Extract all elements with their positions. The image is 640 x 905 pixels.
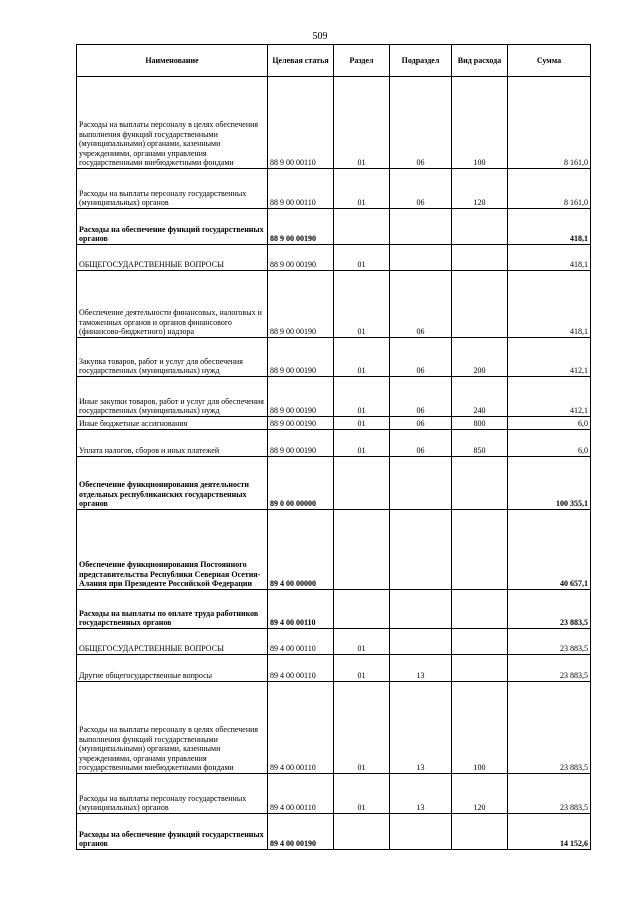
row-name: Закупка товаров, работ и услуг для обеспечения государственных (муниципальных) нужд bbox=[77, 338, 268, 377]
row-target-article: 88 9 00 00190 bbox=[268, 209, 334, 245]
row-name: Расходы на выплаты персоналу в целях обеспечения выполнения функций государственными (муниципальными) органами, казенными учреждениями, органами управления государственными внебюджетными фондами bbox=[77, 682, 268, 774]
row-name: Расходы на выплаты персоналу в целях обеспечения выполнения функций государственными (муниципальными) органами, казенными учреждениями, органами управления государственными внебюджетными фондами bbox=[77, 77, 268, 169]
row-name: Обеспечение деятельности финансовых, налоговых и таможенных органов и органов финансового (финансово-бюджетного) надзора bbox=[77, 271, 268, 338]
col-header-target-article: Целевая статья bbox=[268, 45, 334, 77]
row-subsection bbox=[390, 457, 452, 510]
row-subsection bbox=[390, 245, 452, 271]
col-header-amount: Сумма bbox=[508, 45, 591, 77]
table-row bbox=[77, 377, 591, 417]
row-section: 01 bbox=[334, 682, 390, 774]
row-expense-type: 800 bbox=[452, 417, 508, 430]
row-section: 01 bbox=[334, 377, 390, 417]
row-amount: 23 883,5 bbox=[508, 590, 591, 629]
row-amount: 412,1 bbox=[508, 338, 591, 377]
row-subsection: 13 bbox=[390, 655, 452, 682]
row-subsection: 13 bbox=[390, 682, 452, 774]
row-name: ОБЩЕГОСУДАРСТВЕННЫЕ ВОПРОСЫ bbox=[77, 245, 268, 271]
row-amount: 6,0 bbox=[508, 417, 591, 430]
row-subsection: 06 bbox=[390, 430, 452, 457]
row-expense-type: 100 bbox=[452, 682, 508, 774]
row-target-article: 88 9 00 00110 bbox=[268, 77, 334, 169]
row-target-article: 88 9 00 00190 bbox=[268, 430, 334, 457]
row-expense-type bbox=[452, 814, 508, 850]
row-expense-type: 100 bbox=[452, 77, 508, 169]
row-expense-type bbox=[452, 655, 508, 682]
row-subsection bbox=[390, 590, 452, 629]
row-amount: 40 657,1 bbox=[508, 510, 591, 590]
row-subsection bbox=[390, 209, 452, 245]
row-name: Уплата налогов, сборов и иных платежей bbox=[77, 430, 268, 457]
row-subsection bbox=[390, 814, 452, 850]
table-header-row bbox=[77, 45, 591, 77]
row-target-article: 89 4 00 00000 bbox=[268, 510, 334, 590]
row-section: 01 bbox=[334, 655, 390, 682]
col-header-section: Раздел bbox=[334, 45, 390, 77]
row-subsection: 06 bbox=[390, 271, 452, 338]
row-expense-type bbox=[452, 510, 508, 590]
row-section bbox=[334, 510, 390, 590]
row-section: 01 bbox=[334, 77, 390, 169]
table-row bbox=[77, 682, 591, 774]
col-header-subsection: Подраздел bbox=[390, 45, 452, 77]
budget-table bbox=[76, 44, 591, 850]
row-section: 01 bbox=[334, 169, 390, 209]
table-row bbox=[77, 245, 591, 271]
table-row bbox=[77, 209, 591, 245]
row-expense-type: 240 bbox=[452, 377, 508, 417]
row-amount: 23 883,5 bbox=[508, 774, 591, 814]
row-name: Расходы на выплаты персоналу государственных (муниципальных) органов bbox=[77, 774, 268, 814]
table-row bbox=[77, 629, 591, 655]
row-target-article: 88 9 00 00190 bbox=[268, 271, 334, 338]
row-target-article: 88 9 00 00190 bbox=[268, 245, 334, 271]
row-name: Иные бюджетные ассигнования bbox=[77, 417, 268, 430]
table-row bbox=[77, 590, 591, 629]
row-expense-type: 200 bbox=[452, 338, 508, 377]
row-name: Обеспечение функционирования деятельности отдельных республиканских государственных органов bbox=[77, 457, 268, 510]
row-target-article: 89 0 00 00000 bbox=[268, 457, 334, 510]
row-section: 01 bbox=[334, 417, 390, 430]
row-target-article: 89 4 00 00110 bbox=[268, 774, 334, 814]
row-target-article: 89 4 00 00190 bbox=[268, 814, 334, 850]
row-name: Расходы на выплаты по оплате труда работников государственных органов bbox=[77, 590, 268, 629]
row-name: Обеспечение функционирования Постоянного представительства Республики Северная Осетия-Алания при Президенте Российской Федерации bbox=[77, 510, 268, 590]
table-row bbox=[77, 338, 591, 377]
table-row bbox=[77, 271, 591, 338]
table-row bbox=[77, 169, 591, 209]
row-amount: 418,1 bbox=[508, 209, 591, 245]
row-target-article: 88 9 00 00190 bbox=[268, 338, 334, 377]
table-row bbox=[77, 814, 591, 850]
row-expense-type bbox=[452, 457, 508, 510]
table-row bbox=[77, 774, 591, 814]
table-row bbox=[77, 417, 591, 430]
row-target-article: 89 4 00 00110 bbox=[268, 590, 334, 629]
row-target-article: 89 4 00 00110 bbox=[268, 629, 334, 655]
row-section: 01 bbox=[334, 245, 390, 271]
table-row bbox=[77, 430, 591, 457]
row-amount: 418,1 bbox=[508, 271, 591, 338]
row-target-article: 88 9 00 00190 bbox=[268, 377, 334, 417]
row-amount: 6,0 bbox=[508, 430, 591, 457]
row-amount: 23 883,5 bbox=[508, 629, 591, 655]
row-subsection bbox=[390, 629, 452, 655]
table-row bbox=[77, 655, 591, 682]
row-amount: 418,1 bbox=[508, 245, 591, 271]
row-amount: 8 161,0 bbox=[508, 77, 591, 169]
row-expense-type bbox=[452, 590, 508, 629]
row-section bbox=[334, 590, 390, 629]
row-amount: 23 883,5 bbox=[508, 682, 591, 774]
row-section: 01 bbox=[334, 430, 390, 457]
row-section: 01 bbox=[334, 271, 390, 338]
row-subsection: 06 bbox=[390, 377, 452, 417]
col-header-name: Наименование bbox=[77, 45, 268, 77]
row-name: ОБЩЕГОСУДАРСТВЕННЫЕ ВОПРОСЫ bbox=[77, 629, 268, 655]
row-subsection: 06 bbox=[390, 417, 452, 430]
row-subsection: 06 bbox=[390, 169, 452, 209]
row-expense-type: 120 bbox=[452, 169, 508, 209]
row-name: Иные закупки товаров, работ и услуг для обеспечения государственных (муниципальных) нужд bbox=[77, 377, 268, 417]
row-target-article: 88 9 00 00110 bbox=[268, 169, 334, 209]
row-expense-type bbox=[452, 245, 508, 271]
row-target-article: 89 4 00 00110 bbox=[268, 682, 334, 774]
row-subsection: 06 bbox=[390, 77, 452, 169]
row-expense-type bbox=[452, 209, 508, 245]
row-name: Расходы на обеспечение функций государственных органов bbox=[77, 209, 268, 245]
row-section bbox=[334, 457, 390, 510]
row-expense-type bbox=[452, 629, 508, 655]
row-subsection: 06 bbox=[390, 338, 452, 377]
row-target-article: 88 9 00 00190 bbox=[268, 417, 334, 430]
table-row bbox=[77, 510, 591, 590]
row-target-article: 89 4 00 00110 bbox=[268, 655, 334, 682]
row-expense-type: 850 bbox=[452, 430, 508, 457]
col-header-expense-type: Вид расхода bbox=[452, 45, 508, 77]
row-section bbox=[334, 814, 390, 850]
row-subsection: 13 bbox=[390, 774, 452, 814]
row-name: Другие общегосударственные вопросы bbox=[77, 655, 268, 682]
table-row bbox=[77, 457, 591, 510]
row-section bbox=[334, 209, 390, 245]
row-amount: 23 883,5 bbox=[508, 655, 591, 682]
row-amount: 14 152,6 bbox=[508, 814, 591, 850]
table-row bbox=[77, 77, 591, 169]
row-name: Расходы на обеспечение функций государственных органов bbox=[77, 814, 268, 850]
row-amount: 100 355,1 bbox=[508, 457, 591, 510]
row-expense-type bbox=[452, 271, 508, 338]
page-number: 509 bbox=[312, 31, 328, 42]
row-amount: 8 161,0 bbox=[508, 169, 591, 209]
row-amount: 412,1 bbox=[508, 377, 591, 417]
row-section: 01 bbox=[334, 629, 390, 655]
row-subsection bbox=[390, 510, 452, 590]
row-name: Расходы на выплаты персоналу государственных (муниципальных) органов bbox=[77, 169, 268, 209]
row-section: 01 bbox=[334, 774, 390, 814]
row-expense-type: 120 bbox=[452, 774, 508, 814]
row-section: 01 bbox=[334, 338, 390, 377]
